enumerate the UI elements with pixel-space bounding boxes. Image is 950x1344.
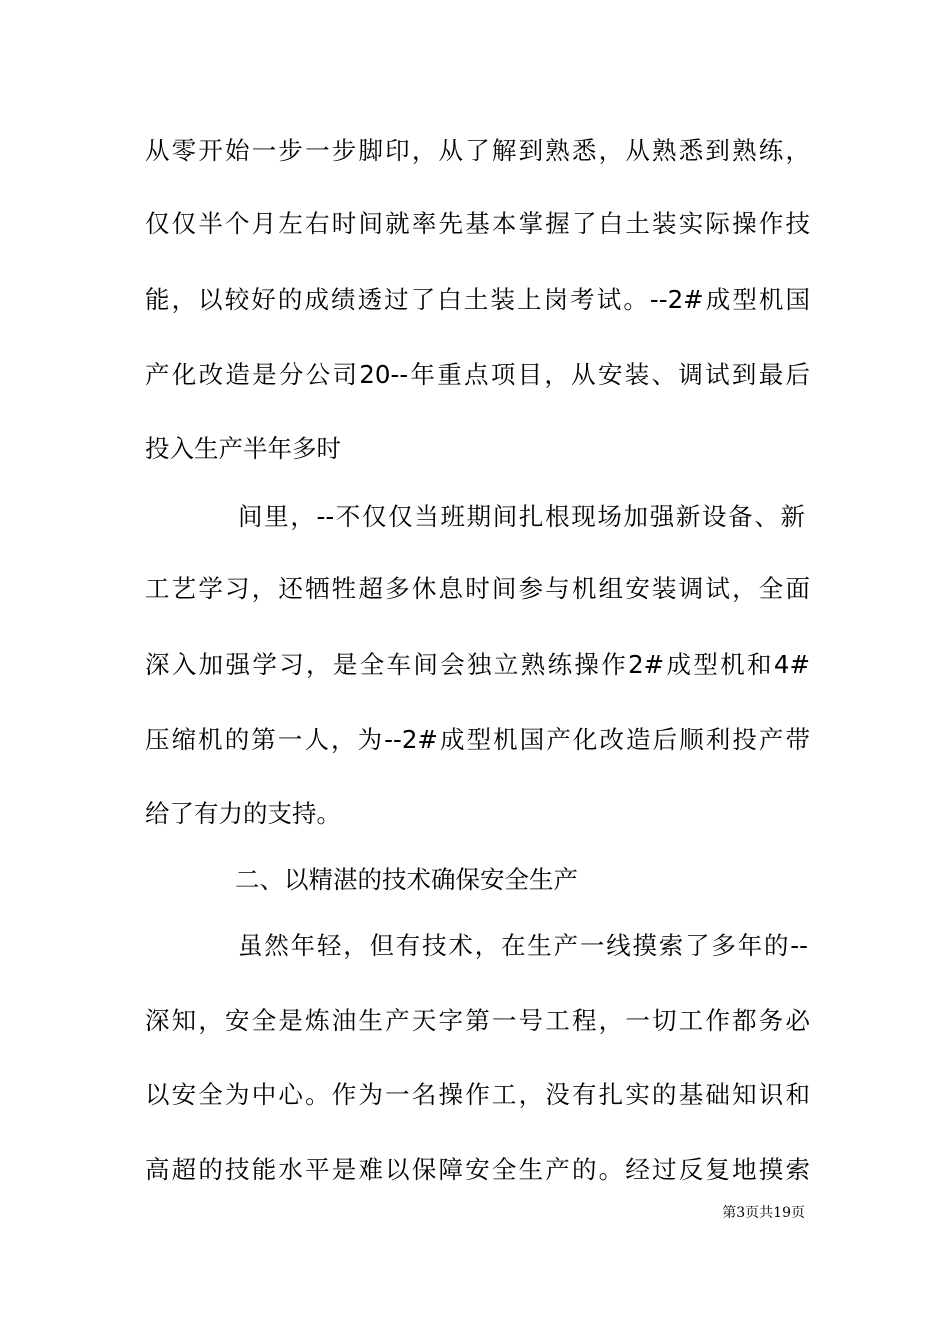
page-number: 第3页共19页 bbox=[722, 1205, 805, 1221]
body-line-9: 压缩机的第一人，为--2#成型机国产化改造后顺利投产带 bbox=[145, 725, 810, 754]
body-line-8: 深入加强学习，是全车间会独立熟练操作2#成型机和4# bbox=[145, 650, 810, 679]
body-line-1: 从零开始一步一步脚印，从了解到熟悉，从熟悉到熟练， bbox=[145, 136, 810, 165]
body-line-3: 能，以较好的成绩透过了白土装上岗考试。--2#成型机国 bbox=[145, 285, 810, 314]
body-line-12: 虽然年轻，但有技术，在生产一线摸索了多年的-- bbox=[238, 931, 808, 960]
body-line-7: 工艺学习，还牺牲超多休息时间参与机组安装调试，全面 bbox=[145, 574, 810, 603]
body-line-15: 高超的技能水平是难以保障安全生产的。经过反复地摸索 bbox=[145, 1155, 810, 1184]
body-line-6: 间里，--不仅仅当班期间扎根现场加强新设备、新 bbox=[238, 502, 805, 531]
body-line-10: 给了有力的支持。 bbox=[145, 799, 341, 828]
section-heading: 二、以精湛的技术确保安全生产 bbox=[235, 865, 578, 894]
body-line-14: 以安全为中心。作为一名操作工，没有扎实的基础知识和 bbox=[145, 1080, 810, 1109]
body-line-13: 深知，安全是炼油生产天字第一号工程，一切工作都务必 bbox=[145, 1006, 810, 1035]
body-line-4: 产化改造是分公司20--年重点项目，从安装、调试到最后 bbox=[145, 360, 810, 389]
body-line-2: 仅仅半个月左右时间就率先基本掌握了白土装实际操作技 bbox=[145, 209, 810, 238]
body-line-5: 投入生产半年多时 bbox=[145, 434, 341, 463]
